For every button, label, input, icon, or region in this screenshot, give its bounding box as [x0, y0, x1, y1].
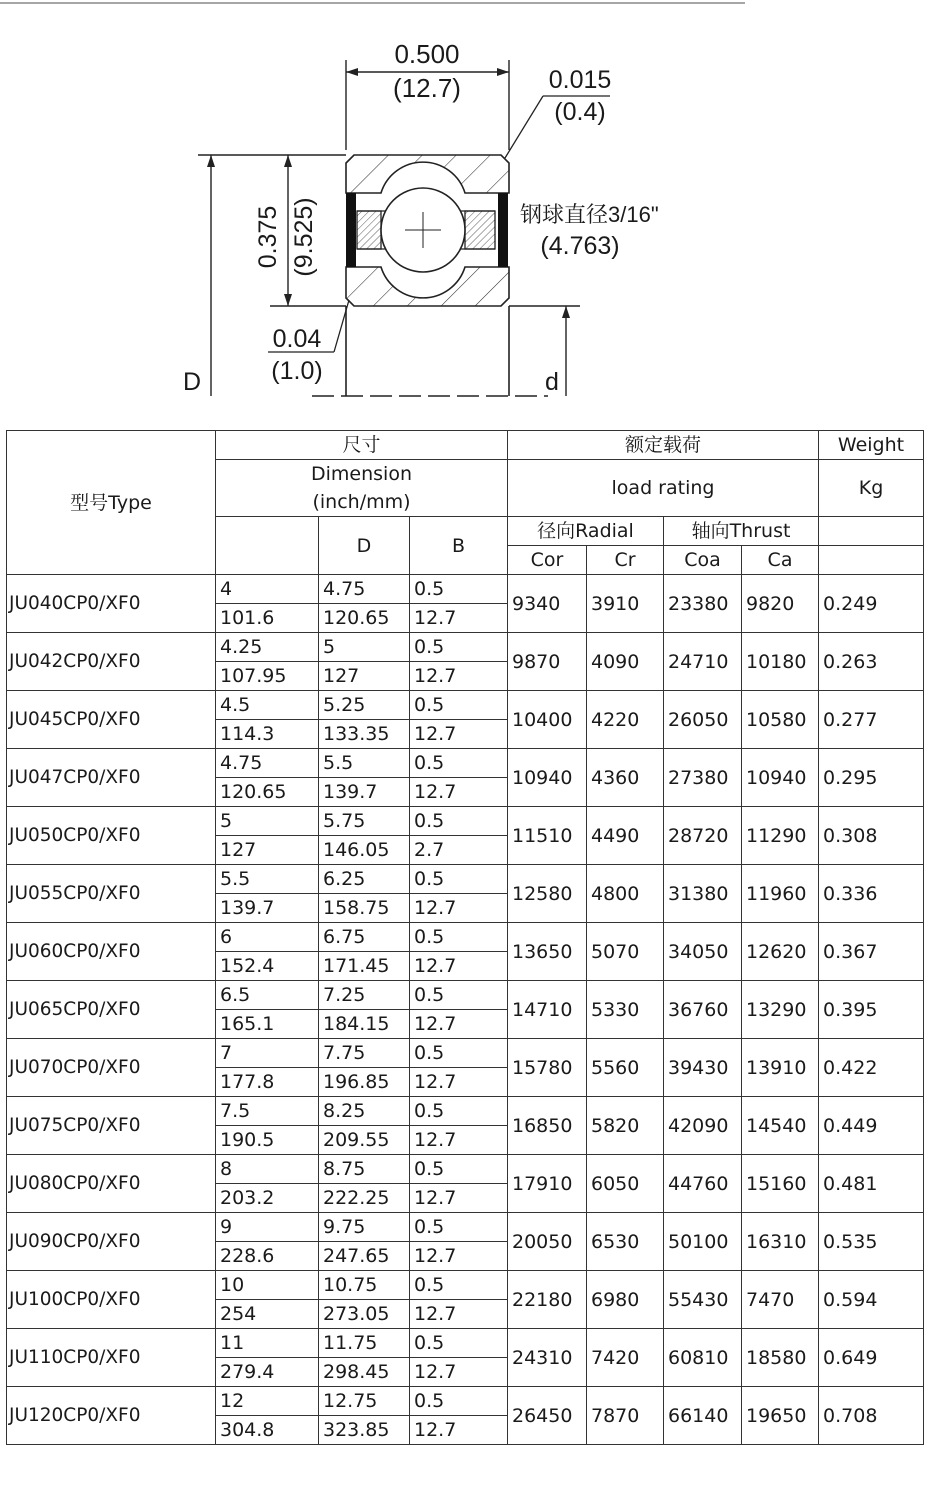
width-mm-cell: 2.7: [410, 836, 508, 865]
model-cell: JU120CP0/XF0: [7, 1387, 216, 1445]
width-mm-cell: 12.7: [410, 1358, 508, 1387]
width-mm-label: (12.7): [393, 73, 461, 103]
cor-cell: 13650: [508, 923, 587, 981]
bore-mm-cell: 304.8: [216, 1416, 319, 1445]
bore-inch-cell: 6.5: [216, 981, 319, 1010]
outer-inch-cell: 10.75: [319, 1271, 410, 1300]
width-inch-cell: 0.5: [410, 807, 508, 836]
table-row: [7, 575, 924, 604]
cr-cell: 7870: [587, 1387, 664, 1445]
weight-cell: 0.535: [819, 1213, 924, 1271]
bore-inch-cell: 8: [216, 1155, 319, 1184]
model-cell: JU050CP0/XF0: [7, 807, 216, 865]
weight-cell: 0.449: [819, 1097, 924, 1155]
width-inch-cell: 0.5: [410, 1329, 508, 1358]
cr-cell: 5330: [587, 981, 664, 1039]
radius-mm-label: (1.0): [271, 357, 323, 385]
cor-cell: 26450: [508, 1387, 587, 1445]
cor-cell: 9870: [508, 633, 587, 691]
label-D: D: [182, 368, 202, 396]
bore-mm-cell: 107.95: [216, 662, 319, 691]
width-mm-cell: 12.7: [410, 720, 508, 749]
table-row: [7, 1387, 924, 1416]
weight-cell: 0.295: [819, 749, 924, 807]
model-cell: JU060CP0/XF0: [7, 923, 216, 981]
dimension-label: Dimension: [311, 463, 412, 485]
ca-cell: 18580: [742, 1329, 819, 1387]
outer-mm-cell: 171.45: [319, 952, 410, 981]
table-row: [7, 1039, 924, 1068]
outer-inch-cell: 5.75: [319, 807, 410, 836]
model-cell: JU065CP0/XF0: [7, 981, 216, 1039]
label-d: d: [545, 368, 559, 396]
cr-cell: 6980: [587, 1271, 664, 1329]
weight-cell: 0.649: [819, 1329, 924, 1387]
weight-cell: 0.336: [819, 865, 924, 923]
cor-cell: 10400: [508, 691, 587, 749]
cr-cell: 4220: [587, 691, 664, 749]
bore-mm-cell: 203.2: [216, 1184, 319, 1213]
model-cell: JU080CP0/XF0: [7, 1155, 216, 1213]
bore-inch-cell: 9: [216, 1213, 319, 1242]
cor-cell: 9340: [508, 575, 587, 633]
table-row: [7, 1097, 924, 1126]
width-inch-cell: 0.5: [410, 1155, 508, 1184]
cr-cell: 6530: [587, 1213, 664, 1271]
outer-inch-cell: 6.25: [319, 865, 410, 894]
model-cell: JU100CP0/XF0: [7, 1271, 216, 1329]
model-cell: JU055CP0/XF0: [7, 865, 216, 923]
ca-cell: 19650: [742, 1387, 819, 1445]
ca-cell: 10580: [742, 691, 819, 749]
model-cell: JU090CP0/XF0: [7, 1213, 216, 1271]
cr-cell: 6050: [587, 1155, 664, 1213]
width-inch-cell: 0.5: [410, 1213, 508, 1242]
width-inch-label: 0.500: [394, 39, 460, 69]
width-inch-cell: 0.5: [410, 749, 508, 778]
cr-cell: 5820: [587, 1097, 664, 1155]
width-mm-cell: 12.7: [410, 1010, 508, 1039]
ca-cell: 10180: [742, 633, 819, 691]
cor-cell: 20050: [508, 1213, 587, 1271]
width-mm-cell: 12.7: [410, 1300, 508, 1329]
ca-cell: 15160: [742, 1155, 819, 1213]
ca-cell: 16310: [742, 1213, 819, 1271]
dimension-header-cn: 尺寸: [216, 431, 508, 460]
width-inch-cell: 0.5: [410, 923, 508, 952]
model-cell: JU045CP0/XF0: [7, 691, 216, 749]
cr-cell: 7420: [587, 1329, 664, 1387]
bore-inch-cell: 7: [216, 1039, 319, 1068]
table-row: [7, 691, 924, 720]
bore-inch-cell: 10: [216, 1271, 319, 1300]
outer-mm-cell: 247.65: [319, 1242, 410, 1271]
outer-inch-cell: 5.5: [319, 749, 410, 778]
model-cell: JU040CP0/XF0: [7, 575, 216, 633]
outer-mm-cell: 146.05: [319, 836, 410, 865]
bore-mm-cell: 120.65: [216, 778, 319, 807]
outer-inch-cell: 7.75: [319, 1039, 410, 1068]
bore-inch-cell: 4.25: [216, 633, 319, 662]
thrust-header: 轴向Thrust: [664, 517, 819, 546]
radial-header: 径向Radial: [508, 517, 664, 546]
ca-cell: 13290: [742, 981, 819, 1039]
ball-diameter-label: [520, 202, 659, 260]
col-B-header: B: [410, 517, 508, 575]
width-inch-cell: 0.5: [410, 1271, 508, 1300]
weight-header: Weight: [819, 431, 924, 460]
bore-mm-cell: 279.4: [216, 1358, 319, 1387]
height-dimension: [254, 155, 346, 306]
coa-cell: 50100: [664, 1213, 742, 1271]
width-inch-cell: 0.5: [410, 1387, 508, 1416]
bore-mm-cell: 254: [216, 1300, 319, 1329]
table-row: [7, 981, 924, 1010]
cr-header: Cr: [587, 546, 664, 575]
width-inch-cell: 0.5: [410, 1039, 508, 1068]
table-row: [7, 1329, 924, 1358]
bearing-cross-section-drawing: [0, 0, 927, 428]
bore-inch-cell: 11: [216, 1329, 319, 1358]
radius-inch-label: 0.04: [272, 325, 322, 353]
coa-cell: 66140: [664, 1387, 742, 1445]
cor-cell: 15780: [508, 1039, 587, 1097]
weight-unit-header: Kg: [819, 460, 924, 517]
bore-mm-cell: 101.6: [216, 604, 319, 633]
table-row: [7, 807, 924, 836]
width-dimension: [346, 39, 509, 150]
table-row: [7, 633, 924, 662]
bore-inch-cell: 4: [216, 575, 319, 604]
chamfer-inch-label: 0.015: [548, 66, 612, 94]
bore-mm-cell: 228.6: [216, 1242, 319, 1271]
type-header: 型号Type: [7, 431, 216, 575]
coa-cell: 28720: [664, 807, 742, 865]
bore-inch-cell: 7.5: [216, 1097, 319, 1126]
outer-mm-cell: 184.15: [319, 1010, 410, 1039]
ca-cell: 11960: [742, 865, 819, 923]
outer-diameter-dimension: [183, 155, 270, 396]
width-mm-cell: 12.7: [410, 894, 508, 923]
outer-mm-cell: 133.35: [319, 720, 410, 749]
cr-cell: 4800: [587, 865, 664, 923]
outer-inch-cell: 12.75: [319, 1387, 410, 1416]
cr-cell: 4360: [587, 749, 664, 807]
ball-diameter-text: 钢球直径3/16": [520, 202, 659, 227]
bore-mm-cell: 165.1: [216, 1010, 319, 1039]
outer-inch-cell: 5: [319, 633, 410, 662]
width-inch-cell: 0.5: [410, 633, 508, 662]
ca-cell: 11290: [742, 807, 819, 865]
coa-cell: 44760: [664, 1155, 742, 1213]
bearing-section: [346, 155, 509, 306]
cor-cell: 17910: [508, 1155, 587, 1213]
ca-cell: 10940: [742, 749, 819, 807]
table-row: [7, 749, 924, 778]
ca-cell: 7470: [742, 1271, 819, 1329]
outer-mm-cell: 222.25: [319, 1184, 410, 1213]
outer-mm-cell: 120.65: [319, 604, 410, 633]
table-row: [7, 923, 924, 952]
load-rating-header-cn: 额定载荷: [508, 431, 819, 460]
bore-mm-cell: 114.3: [216, 720, 319, 749]
outer-mm-cell: 298.45: [319, 1358, 410, 1387]
table-row: [7, 865, 924, 894]
bore-mm-cell: 152.4: [216, 952, 319, 981]
cor-cell: 12580: [508, 865, 587, 923]
outer-mm-cell: 158.75: [319, 894, 410, 923]
chamfer-dimension: [505, 66, 611, 158]
width-mm-cell: 12.7: [410, 952, 508, 981]
weight-cell: 0.263: [819, 633, 924, 691]
ca-cell: 13910: [742, 1039, 819, 1097]
col-d-header: [216, 517, 319, 575]
cor-header: Cor: [508, 546, 587, 575]
ball-diameter-mm: (4.763): [540, 232, 620, 260]
width-mm-cell: 12.7: [410, 1416, 508, 1445]
width-mm-cell: 12.7: [410, 604, 508, 633]
bearing-spec-table: [6, 430, 924, 1445]
weight-blank-cell: [819, 517, 924, 546]
table-body: [7, 575, 924, 1445]
coa-cell: 55430: [664, 1271, 742, 1329]
cor-cell: 10940: [508, 749, 587, 807]
bore-inch-cell: 4.75: [216, 749, 319, 778]
weight-cell: 0.708: [819, 1387, 924, 1445]
bore-mm-cell: 127: [216, 836, 319, 865]
width-inch-cell: 0.5: [410, 1097, 508, 1126]
coa-cell: 60810: [664, 1329, 742, 1387]
weight-cell: 0.594: [819, 1271, 924, 1329]
coa-cell: 27380: [664, 749, 742, 807]
width-inch-cell: 0.5: [410, 865, 508, 894]
ca-cell: 12620: [742, 923, 819, 981]
outer-mm-cell: 323.85: [319, 1416, 410, 1445]
width-mm-cell: 12.7: [410, 1126, 508, 1155]
outer-mm-cell: 273.05: [319, 1300, 410, 1329]
ca-header: Ca: [742, 546, 819, 575]
cor-cell: 11510: [508, 807, 587, 865]
width-inch-cell: 0.5: [410, 691, 508, 720]
cor-cell: 24310: [508, 1329, 587, 1387]
width-mm-cell: 12.7: [410, 1068, 508, 1097]
cr-cell: 4090: [587, 633, 664, 691]
cr-cell: 5560: [587, 1039, 664, 1097]
dimension-unit: (inch/mm): [312, 491, 411, 513]
weight-cell: 0.308: [819, 807, 924, 865]
outer-inch-cell: 8.25: [319, 1097, 410, 1126]
table-row: [7, 1271, 924, 1300]
outer-inch-cell: 11.75: [319, 1329, 410, 1358]
weight-blank-cell-2: [819, 546, 924, 575]
weight-cell: 0.481: [819, 1155, 924, 1213]
bore-inch-cell: 12: [216, 1387, 319, 1416]
cr-cell: 3910: [587, 575, 664, 633]
radius-dimension: [268, 300, 349, 385]
coa-cell: 26050: [664, 691, 742, 749]
width-mm-cell: 12.7: [410, 662, 508, 691]
model-cell: JU075CP0/XF0: [7, 1097, 216, 1155]
width-mm-cell: 12.7: [410, 778, 508, 807]
weight-cell: 0.277: [819, 691, 924, 749]
bore-inch-cell: 4.5: [216, 691, 319, 720]
bore-mm-cell: 190.5: [216, 1126, 319, 1155]
coa-cell: 24710: [664, 633, 742, 691]
ca-cell: 14540: [742, 1097, 819, 1155]
height-inch-label: 0.375: [254, 205, 282, 269]
model-cell: JU042CP0/XF0: [7, 633, 216, 691]
bore-mm-cell: 177.8: [216, 1068, 319, 1097]
col-D-header: D: [319, 517, 410, 575]
weight-cell: 0.422: [819, 1039, 924, 1097]
coa-cell: 34050: [664, 923, 742, 981]
bore-mm-cell: 139.7: [216, 894, 319, 923]
model-cell: JU070CP0/XF0: [7, 1039, 216, 1097]
cr-cell: 4490: [587, 807, 664, 865]
weight-cell: 0.249: [819, 575, 924, 633]
width-inch-cell: 0.5: [410, 981, 508, 1010]
outer-inch-cell: 4.75: [319, 575, 410, 604]
table-header: [7, 431, 924, 575]
outer-mm-cell: 139.7: [319, 778, 410, 807]
outer-inch-cell: 9.75: [319, 1213, 410, 1242]
coa-cell: 31380: [664, 865, 742, 923]
cor-cell: 14710: [508, 981, 587, 1039]
coa-cell: 42090: [664, 1097, 742, 1155]
outer-mm-cell: 127: [319, 662, 410, 691]
coa-cell: 23380: [664, 575, 742, 633]
inner-diameter-dimension: [312, 306, 580, 396]
coa-cell: 36760: [664, 981, 742, 1039]
chamfer-mm-label: (0.4): [554, 98, 606, 126]
bore-inch-cell: 6: [216, 923, 319, 952]
width-mm-cell: 12.7: [410, 1184, 508, 1213]
outer-inch-cell: 7.25: [319, 981, 410, 1010]
load-rating-header-en: load rating: [508, 460, 819, 517]
outer-inch-cell: 8.75: [319, 1155, 410, 1184]
width-mm-cell: 12.7: [410, 1242, 508, 1271]
table-row: [7, 1213, 924, 1242]
outer-mm-cell: 209.55: [319, 1126, 410, 1155]
weight-cell: 0.395: [819, 981, 924, 1039]
outer-mm-cell: 196.85: [319, 1068, 410, 1097]
height-mm-label: (9.525): [290, 197, 318, 277]
weight-cell: 0.367: [819, 923, 924, 981]
cor-cell: 16850: [508, 1097, 587, 1155]
coa-cell: 39430: [664, 1039, 742, 1097]
ca-cell: 9820: [742, 575, 819, 633]
table-row: [7, 1155, 924, 1184]
dimension-header-en: [216, 460, 508, 517]
model-cell: JU110CP0/XF0: [7, 1329, 216, 1387]
width-inch-cell: 0.5: [410, 575, 508, 604]
outer-inch-cell: 5.25: [319, 691, 410, 720]
coa-header: Coa: [664, 546, 742, 575]
cr-cell: 5070: [587, 923, 664, 981]
outer-inch-cell: 6.75: [319, 923, 410, 952]
cor-cell: 22180: [508, 1271, 587, 1329]
model-cell: JU047CP0/XF0: [7, 749, 216, 807]
bore-inch-cell: 5: [216, 807, 319, 836]
bore-inch-cell: 5.5: [216, 865, 319, 894]
